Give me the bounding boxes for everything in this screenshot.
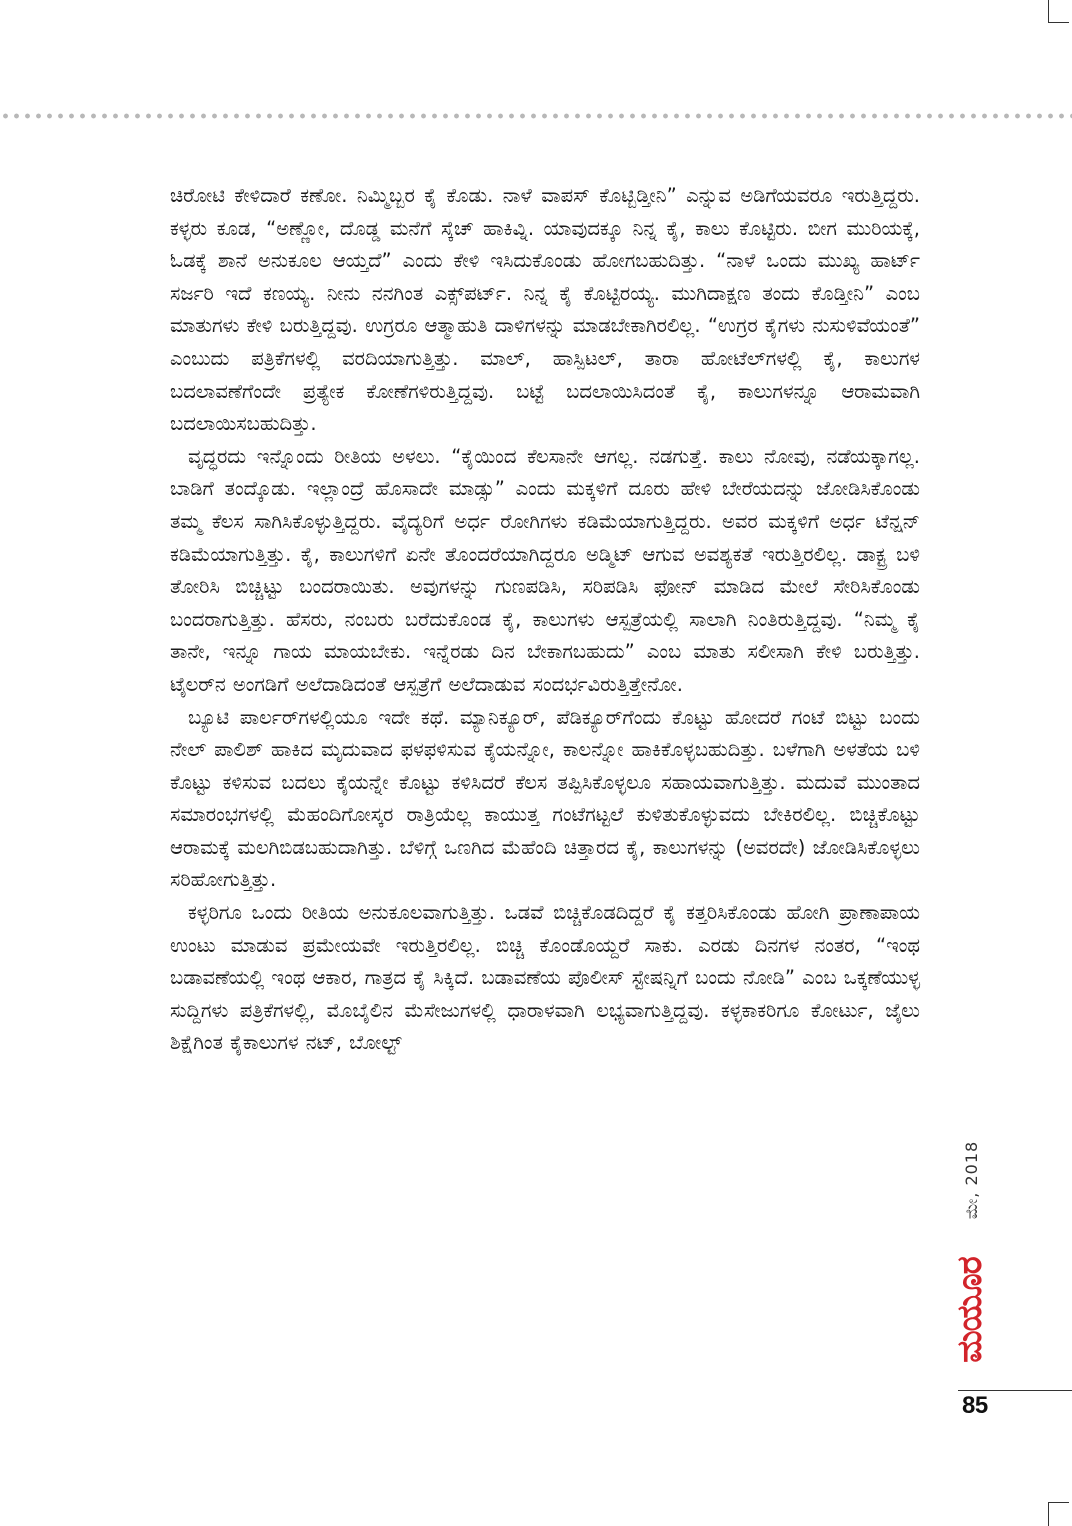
dotted-separator: [0, 113, 1072, 119]
paragraph: ಬ್ಯೂಟಿ ಪಾರ್ಲರ್‌ಗಳಲ್ಲಿಯೂ ಇದೇ ಕಥೆ. ಮ್ಯಾನಿಕ್ಯೂರ್, ಪೆಡಿಕ್ಯೂರ್‌ಗೆಂದು ಕೊಟ್ಟು ಹೋದರೆ ಗಂಟೆ ಬಿಟ್ಟು ಬಂದು ನೇಲ್ ಪಾಲಿಶ್ ಹಾಕಿದ ಮೃದುವಾದ ಫಳಫಳಿಸುವ ಕೈಯನ್ನೋ, ಕಾಲನ್ನೋ ಹಾಕಿಕೊಳ್ಳಬಹುದಿತ್ತು. ಬಳೆಗಾಗಿ ಅಳತೆಯ ಬಳಿ ಕೊಟ್ಟು ಕಳಿಸುವ ಬದಲು ಕೈಯನ್ನೇ ಕೊಟ್ಟು ಕಳಿಸಿದರೆ ಕೆಲಸ ತಪ್ಪಿಸಿಕೊಳ್ಳಲೂ ಸಹಾಯವಾಗುತ್ತಿತ್ತು. ಮದುವೆ ಮುಂತಾದ ಸಮಾರಂಭಗಳಲ್ಲಿ ಮೆಹಂದಿಗೋಸ್ಕರ ರಾತ್ರಿಯೆಲ್ಲ ಕಾಯುತ್ತ ಗಂಟೆಗಟ್ಟಲೆ ಕುಳಿತುಕೊಳ್ಳುವದು ಬೇಕಿರಲಿಲ್ಲ. ಬಿಚ್ಚಿಕೊಟ್ಟು ಆರಾಮಕ್ಕೆ ಮಲಗಿಬಿಡಬಹುದಾಗಿತ್ತು. ಬೆಳಿಗ್ಗೆ ಒಣಗಿದ ಮೆಹೆಂದಿ ಚಿತ್ತಾರದ ಕೈ, ಕಾಲುಗಳನ್ನು (ಅವರದೇ) ಜೋಡಿಸಿಕೊಳ್ಳಲು ಸರಿಹೋಗುತ್ತಿತ್ತು.: [170, 705, 920, 892]
folio-divider: [958, 1390, 1072, 1391]
article-body: [170, 180, 920, 1060]
page-number: 85: [962, 1392, 988, 1419]
issue-date: ಮೇ, 2018: [962, 1140, 981, 1220]
crop-mark-top: [1048, 0, 1069, 23]
magazine-logo: ಮಯೂರ: [950, 1257, 990, 1363]
crop-mark-bottom: [1048, 1502, 1069, 1526]
paragraph: ವೃದ್ಧರದು ಇನ್ನೊಂದು ರೀತಿಯ ಅಳಲು. “ಕೈಯಿಂದ ಕೆಲಸಾನೇ ಆಗಲ್ಲ. ನಡಗುತ್ತೆ. ಕಾಲು ನೋವು, ನಡೆಯಕ್ಕಾಗಲ್ಲ. ಬಾಡಿಗೆ ತಂದ್ಕೊಡು. ಇಲ್ಲಾಂದ್ರೆ ಹೊಸಾದೇ ಮಾಡ್ಸು” ಎಂದು ಮಕ್ಕಳಿಗೆ ದೂರು ಹೇಳಿ ಬೇರೆಯದನ್ನು ಜೋಡಿಸಿಕೊಂಡು ತಮ್ಮ ಕೆಲಸ ಸಾಗಿಸಿಕೊಳ್ಳುತ್ತಿದ್ದರು. ವೈದ್ಯರಿಗೆ ಅರ್ಧ ರೋಗಿಗಳು ಕಡಿಮೆಯಾಗುತ್ತಿದ್ದರು. ಅವರ ಮಕ್ಕಳಿಗೆ ಅರ್ಧ ಟೆನ್ಷನ್ ಕಡಿಮೆಯಾಗುತ್ತಿತ್ತು. ಕೈ, ಕಾಲುಗಳಿಗೆ ಏನೇ ತೊಂದರೆಯಾಗಿದ್ದರೂ ಅಡ್ಮಿಟ್ ಆಗುವ ಅವಶ್ಯಕತೆ ಇರುತ್ತಿರಲಿಲ್ಲ. ಡಾಕ್ಟ್ರ ಬಳಿ ತೋರಿಸಿ ಬಿಚ್ಚಿಟ್ಟು ಬಂದರಾಯಿತು. ಅವುಗಳನ್ನು ಗುಣಪಡಿಸಿ, ಸರಿಪಡಿಸಿ ಫೋನ್ ಮಾಡಿದ ಮೇಲೆ ಸೇರಿಸಿಕೊಂಡು ಬಂದರಾಗುತ್ತಿತ್ತು. ಹೆಸರು, ನಂಬರು ಬರೆದುಕೊಂಡ ಕೈ, ಕಾಲುಗಳು ಆಸ್ಪತ್ರೆಯಲ್ಲಿ ಸಾಲಾಗಿ ನಿಂತಿರುತ್ತಿದ್ದವು. “ನಿಮ್ಮ ಕೈ ತಾನೇ, ಇನ್ನೂ ಗಾಯ ಮಾಯಬೇಕು. ಇನ್ನೆರಡು ದಿನ ಬೇಕಾಗಬಹುದು” ಎಂಬ ಮಾತು ಸಲೀಸಾಗಿ ಕೇಳಿ ಬರುತ್ತಿತ್ತು. ಟೈಲರ್‌ನ ಅಂಗಡಿಗೆ ಅಲೆದಾಡಿದಂತೆ ಆಸ್ಪತ್ರೆಗೆ ಅಲೆದಾಡುವ ಸಂದರ್ಭವಿರುತ್ತಿತ್ತೇನೋ.: [170, 444, 920, 696]
paragraph: ಕಳ್ಳರಿಗೂ ಒಂದು ರೀತಿಯ ಅನುಕೂಲವಾಗುತ್ತಿತ್ತು. ಒಡವೆ ಬಿಚ್ಚಿಕೊಡದಿದ್ದರೆ ಕೈ ಕತ್ತರಿಸಿಕೊಂಡು ಹೋಗಿ ಪ್ರಾಣಾಪಾಯ ಉಂಟು ಮಾಡುವ ಪ್ರಮೇಯವೇ ಇರುತ್ತಿರಲಿಲ್ಲ. ಬಿಚ್ಚಿ ಕೊಂಡೊಯ್ದರೆ ಸಾಕು. ಎರಡು ದಿನಗಳ ನಂತರ, “ಇಂಥ ಬಡಾವಣೆಯಲ್ಲಿ ಇಂಥ ಆಕಾರ, ಗಾತ್ರದ ಕೈ ಸಿಕ್ಕಿದೆ. ಬಡಾವಣೆಯ ಪೊಲೀಸ್ ಸ್ಟೇಷನ್ನಿಗೆ ಬಂದು ನೋಡಿ” ಎಂಬ ಒಕ್ಕಣೆಯುಳ್ಳ ಸುದ್ದಿಗಳು ಪತ್ರಿಕೆಗಳಲ್ಲಿ, ಮೊಬೈಲಿನ ಮೆಸೇಜುಗಳಲ್ಲಿ ಧಾರಾಳವಾಗಿ ಲಭ್ಯವಾಗುತ್ತಿದ್ದವು. ಕಳ್ಳಕಾಕರಿಗೂ ಕೋರ್ಟು, ಜೈಲು ಶಿಕ್ಷೆಗಿಂತ ಕೈಕಾಲುಗಳ ನಟ್, ಬೋಲ್ಟ್: [170, 901, 920, 1055]
paragraph: ಚಿರೋಟಿ ಕೇಳಿದಾರೆ ಕಣೋ. ನಿಮ್ಮಿಬ್ಬರ ಕೈ ಕೊಡು. ನಾಳೆ ವಾಪಸ್ ಕೊಟ್ಬಿಡ್ತೀನಿ” ಎನ್ನುವ ಅಡಿಗೆಯವರೂ ಇರುತ್ತಿದ್ದರು. ಕಳ್ಳರು ಕೂಡ, “ಅಣ್ಣೋ, ದೊಡ್ಡ ಮನೆಗೆ ಸ್ಕೆಚ್ ಹಾಕಿವ್ನಿ. ಯಾವುದಕ್ಕೂ ನಿನ್ನ ಕೈ, ಕಾಲು ಕೊಟ್ಟಿರು. ಬೀಗ ಮುರಿಯಕ್ಕೆ, ಓಡಕ್ಕೆ ಶಾನೆ ಅನುಕೂಲ ಆಯ್ತದೆ” ಎಂದು ಕೇಳಿ ಇಸಿದುಕೊಂಡು ಹೋಗಬಹುದಿತ್ತು. “ನಾಳೆ ಒಂದು ಮುಖ್ಯ ಹಾರ್ಟ್ ಸರ್ಜರಿ ಇದೆ ಕಣಯ್ಯ. ನೀನು ನನಗಿಂತ ಎಕ್ಸ್‌ಪರ್ಟ್. ನಿನ್ನ ಕೈ ಕೊಟ್ಟಿರಯ್ಯ. ಮುಗಿದಾಕ್ಷಣ ತಂದು ಕೊಡ್ತೀನಿ” ಎಂಬ ಮಾತುಗಳು ಕೇಳಿ ಬರುತ್ತಿದ್ದವು. ಉಗ್ರರೂ ಆತ್ಮಾಹುತಿ ದಾಳಿಗಳನ್ನು ಮಾಡಬೇಕಾಗಿರಲಿಲ್ಲ. “ಉಗ್ರರ ಕೈಗಳು ನುಸುಳಿವೆಯಂತೆ” ಎಂಬುದು ಪತ್ರಿಕೆಗಳಲ್ಲಿ ವರದಿಯಾಗುತ್ತಿತ್ತು. ಮಾಲ್, ಹಾಸ್ಪಿಟಲ್, ತಾರಾ ಹೋಟೆಲ್‌ಗಳಲ್ಲಿ ಕೈ, ಕಾಲುಗಳ ಬದಲಾವಣೆಗೆಂದೇ ಪ್ರತ್ಯೇಕ ಕೋಣೆಗಳಿರುತ್ತಿದ್ದವು. ಬಟ್ಟೆ ಬದಲಾಯಿಸಿದಂತೆ ಕೈ, ಕಾಲುಗಳನ್ನೂ ಆರಾಮವಾಗಿ ಬದಲಾಯಿಸಬಹುದಿತ್ತು.: [170, 184, 920, 436]
